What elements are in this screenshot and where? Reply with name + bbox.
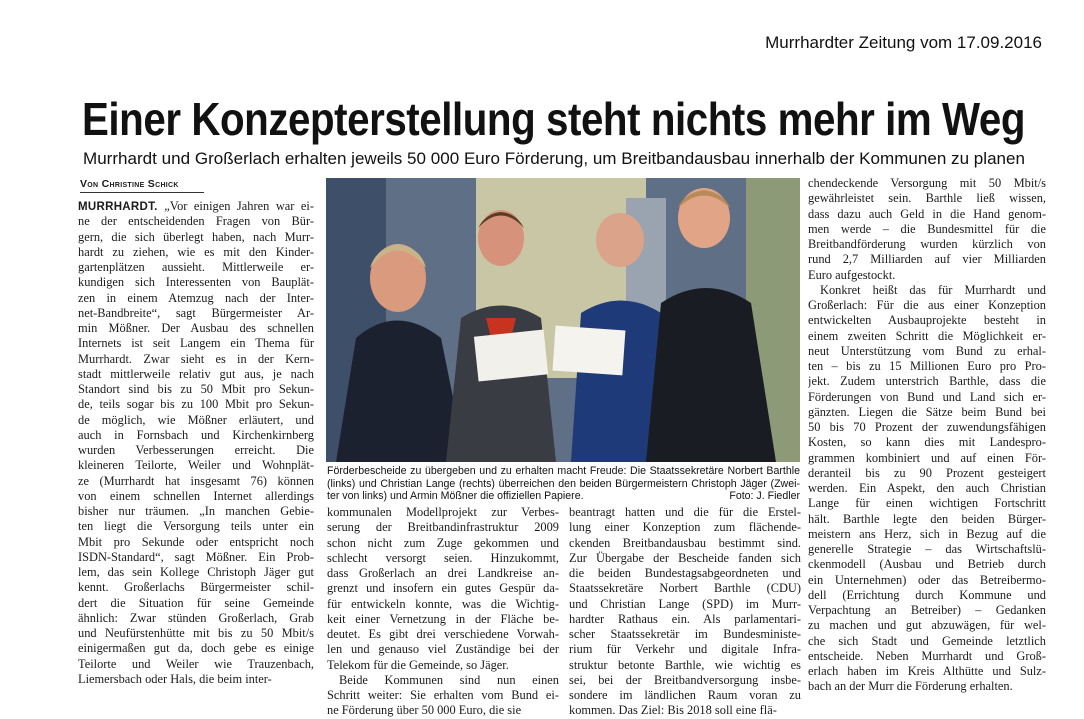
text-line-content: und Neufürstenhütte mit bis zu 50 Mbit/s [78, 626, 314, 640]
text-line-content: scher Staatssekretär im Bundesministe- [569, 627, 801, 641]
text-line-content: ckenmodell (Ausbau und Betrieb durch [808, 557, 1046, 572]
text-line [808, 573, 1046, 588]
text-line [808, 634, 1046, 649]
text-line [327, 673, 559, 688]
text-line-content: bisher nur träumen. „In manchen Gebie- [78, 504, 314, 518]
text-line-content: Beide Kommunen sind nun einen [339, 672, 559, 687]
text-line [808, 237, 1046, 252]
text-line [569, 688, 801, 703]
text-line-content: Euro aufgestockt. [808, 267, 896, 282]
text-line [808, 527, 1046, 542]
text-line-content: lung einer Konzeption zum flächende- [569, 520, 801, 535]
text-line [78, 321, 314, 336]
text-line-content: struktur betonte Barthle, wie wichtig es [569, 657, 801, 672]
text-line [569, 566, 801, 581]
text-line-content: kleineren Teilorte, Weiler und Wohnplät- [78, 458, 314, 473]
newspaper-source-date: Murrhardter Zeitung vom 17.09.2016 [765, 33, 1042, 52]
text-line-content: lem, das sein Kollege Christoph Jäger gut [78, 565, 314, 579]
text-line [78, 535, 314, 550]
text-line [78, 245, 314, 260]
text-line-content: schlecht versorgt seien. Hinzukommt, [327, 550, 559, 565]
text-line [808, 176, 1046, 191]
text-line-content: meistern ans Herz, sich in Bezug auf die [808, 526, 1046, 541]
text-line [808, 618, 1046, 633]
text-line-content: Großerlach: Für die aus einer Konzeption [808, 298, 1046, 312]
text-line [78, 230, 314, 245]
text-line-content: gartenplätzen aussieht. Mittlerweile er- [78, 260, 314, 274]
text-line [78, 641, 314, 656]
text-line [808, 603, 1046, 618]
text-line-content: von einem schnellen Internet allerdings [78, 488, 314, 503]
text-line [78, 672, 314, 687]
text-line-content: dert die Situation für seine Gemeinde [78, 595, 314, 610]
text-line [78, 565, 314, 580]
text-line [78, 580, 314, 595]
text-line-content: „Vor einigen Jahren war ei- [157, 199, 314, 213]
text-line-content: Mbit pro Sekunde oder entspricht noch [78, 534, 314, 549]
text-line [78, 336, 314, 351]
text-line-content: chendeckende Versorgung mit 50 Mbit/s [808, 176, 1046, 190]
text-line-content: ckenden Breitbandausbau bestimmt sind. [569, 535, 801, 550]
text-line [327, 703, 559, 718]
text-line [327, 597, 559, 612]
text-line-content: Verpachtung an Betreiber) – Gedanken [808, 603, 1046, 617]
text-line [808, 679, 1046, 694]
text-line-content: Förderungen von Bund und Land sich er- [808, 389, 1046, 404]
text-line [808, 420, 1046, 435]
text-line [569, 673, 801, 688]
text-line [808, 466, 1046, 481]
text-line-content: Liemersbach oder Hals, die beim inter- [78, 671, 272, 686]
text-line-content: Breitbandförderung wurden kürzlich von [808, 237, 1046, 251]
text-line-content: generelle Strategie – das Wirtschaftslü- [808, 542, 1046, 556]
text-line [78, 397, 314, 412]
text-line-content: Schritt weiter: Sie erhalten vom Bund ei- [327, 688, 559, 702]
text-line [327, 566, 559, 581]
text-line [808, 390, 1046, 405]
text-line [78, 657, 314, 672]
text-line-content: kommunalen Modellprojekt zur Verbes- [327, 505, 559, 519]
text-line-content: jekt. Zudem unterstrich Barthle, dass die [808, 374, 1046, 389]
text-line-content: zen in einem Atemzug nach der Inter- [78, 290, 314, 305]
text-line [78, 306, 314, 321]
text-line [569, 536, 801, 551]
text-line [327, 688, 559, 703]
text-line-content: kommen. Das Ziel: Bis 2018 soll eine flä- [569, 703, 777, 718]
text-line [808, 557, 1046, 572]
text-line-content: Lange für einen wichtigen Fortschritt [808, 496, 1046, 511]
text-line [808, 512, 1046, 527]
text-line-content: serung der Breitbandinfrastruktur 2009 [327, 520, 559, 535]
text-line [327, 658, 559, 673]
text-line [569, 551, 801, 566]
caption-line: Förderbescheide zu übergeben und zu erhalten macht Freude: Die Staatssekretäre Norbert Barthle [327, 465, 800, 477]
text-line-content: keit einer Vernetzung in der Fläche be- [327, 611, 559, 626]
text-line-content: len und genauso viel Zuständige bei der [327, 642, 559, 657]
text-line [78, 199, 314, 214]
text-line-content: hardt zu ziehen, wie es mit den Kinder- [78, 244, 314, 259]
text-line [808, 435, 1046, 450]
text-line-content: werden. Ein Aspekt, den auch Christian [808, 481, 1046, 495]
text-line-content: net-Bandbreite“, sagt Bürgermeister Ar- [78, 305, 314, 320]
text-line-content: einigermaßen gut da, doch gebe es einige [78, 641, 314, 656]
text-line [78, 428, 314, 443]
text-line [569, 581, 801, 596]
text-line [327, 551, 559, 566]
text-line [808, 252, 1046, 267]
text-line-content: ten – bis zu 15 Millionen Euro pro Pro- [808, 359, 1046, 373]
caption-line: ter von links) und Armin Mößner die offiziellen Papiere. [327, 490, 584, 503]
text-line-content: Zur Übergabe der Bescheide fanden sich [569, 550, 801, 565]
text-line-content: che sich Stadt und Gemeinde letztlich [808, 633, 1046, 648]
article-column-2 [327, 505, 559, 719]
text-line-content: Konkret heißt das für Murrhardt und [820, 282, 1046, 297]
text-line-content: grammen kombiniert und auf einen För- [808, 450, 1046, 465]
text-line [78, 550, 314, 565]
text-line-content: min Mößner. Der Ausbau des schnellen [78, 321, 314, 335]
text-line [78, 352, 314, 367]
text-line-content: kundigen sich Interessenten von Bauplät- [78, 275, 314, 290]
text-line-content: Teilorte und Weiler wie Trauzenbach, [78, 656, 314, 671]
text-line [808, 649, 1046, 664]
text-line-content: deutet. Es gibt drei verschiedene Vorwah- [327, 627, 559, 641]
text-line [78, 458, 314, 473]
text-line-content: und Christian Lange (SPD) im Murr- [569, 596, 801, 611]
text-line [808, 542, 1046, 557]
text-line-content: Kosten, so kann dies mit Landespro- [808, 435, 1046, 450]
text-line-content: Internets ist seit Langem ein Thema für [78, 336, 314, 351]
text-line [327, 505, 559, 520]
text-line [78, 611, 314, 626]
text-line [327, 536, 559, 551]
text-line-content: sondere im ländlichen Raum voran zu [569, 688, 801, 702]
text-line-content: dell (Errichtung durch Kommune und [808, 587, 1046, 602]
photo-four-men-with-documents [326, 178, 800, 462]
text-line-content: 50 bis 70 Prozent der zuwendungsfähigen [808, 420, 1046, 434]
text-line [569, 597, 801, 612]
text-line-content: deranteil bis zu 90 Prozent gesteigert [808, 465, 1046, 480]
text-line [808, 207, 1046, 222]
text-line-content: ähnlich: Zwar stünden Großerlach, Grab [78, 610, 314, 625]
text-line-content: schon nicht zum Zuge gekommen und [327, 535, 559, 550]
dateline: MURRHARDT. [78, 201, 158, 213]
text-line [78, 382, 314, 397]
text-line-content: ten liegt die Versorgung teils unter ein [78, 519, 314, 534]
text-line [569, 703, 801, 718]
text-line [808, 496, 1046, 511]
text-line-content: Murrhardt. Zwar sieht es in der Kern- [78, 351, 314, 366]
text-line [78, 489, 314, 504]
text-line [327, 520, 559, 535]
text-line [327, 627, 559, 642]
text-line-content: Staatssekretäre Norbert Barthle (CDU) [569, 581, 801, 596]
text-line-content: men werde – die Bundesmittel für die [808, 221, 1046, 236]
photo-credit: Foto: J. Fiedler [729, 490, 800, 503]
text-line [327, 612, 559, 627]
text-line [808, 329, 1046, 344]
text-line [808, 405, 1046, 420]
text-line-content: entscheide. Neben Murrhardt und Groß- [808, 648, 1046, 663]
text-line [569, 627, 801, 642]
text-line-content: dass dazu auch Geld in die Hand genom- [808, 206, 1046, 221]
text-line [78, 596, 314, 611]
text-line [78, 275, 314, 290]
text-line-content: rund 2,7 Milliarden auf vier Milliarden [808, 252, 1046, 267]
text-line [808, 298, 1046, 313]
article-column-3 [569, 505, 801, 719]
text-line-content: bach an der Murr die Förderung erhalten. [808, 679, 1013, 694]
text-line [808, 588, 1046, 603]
text-line-content: erlach haben im Kreis Althütte und Sulz- [808, 664, 1046, 678]
text-line-content: ein Unternehmen) oder das Betreibermo- [808, 572, 1046, 587]
text-line-content: ne der entscheidenden Fragen von Bür- [78, 214, 314, 229]
text-line [808, 222, 1046, 237]
article-photo [326, 178, 800, 462]
headline: Einer Konzepterstellung steht nichts mehr im Weg [82, 93, 1025, 145]
text-line [569, 658, 801, 673]
text-line-content: de möglich, wie Mößner erläutert, und [78, 412, 314, 427]
text-line-content: die beiden Bundestagsabgeordneten und [569, 566, 801, 580]
subheadline: Murrhardt und Großerlach erhalten jeweils 50 000 Euro Förderung, um Breitbandausbau innerhalb der Kommunen zu planen [83, 149, 1025, 168]
text-line [327, 581, 559, 596]
text-line-content: gänzten. Liegen die Sätze beim Bund bei [808, 404, 1046, 419]
text-line [569, 520, 801, 535]
text-line [78, 260, 314, 275]
text-line-content: dass Großerlach an drei Landkreise an- [327, 566, 559, 580]
article-column-4 [808, 176, 1046, 695]
text-line-content: gern, die sich überlegt haben, nach Murr- [78, 229, 314, 244]
text-line-content: entwickelten Ausbauprojekte besteht in [808, 313, 1046, 328]
text-line-content: Telekom für die Gemeinde, so Jäger. [327, 657, 509, 672]
text-line-content: neut Unterstützung vom Bund zu erhal- [808, 343, 1046, 358]
text-line-content: auch in Fornsbach und Kirchenkirnberg [78, 427, 314, 442]
text-line [78, 291, 314, 306]
text-line [808, 481, 1046, 496]
article-column-1 [78, 199, 314, 687]
text-line [808, 359, 1046, 374]
text-line [78, 504, 314, 519]
text-line-content: hardter Rathaus ein. Als parlamentari- [569, 611, 801, 626]
text-line-content: ne Förderung über 50 000 Euro, die sie [327, 703, 522, 718]
text-line [78, 626, 314, 641]
text-line [808, 283, 1046, 298]
text-line [78, 214, 314, 229]
text-line [808, 268, 1046, 283]
text-line-content: hält. Barthle legte den beiden Bürger- [808, 511, 1046, 526]
text-line-content: einem zweiten Schritt die Möglichkeit er- [808, 328, 1046, 343]
text-line-content: rium für Verkehr und digitale Infra- [569, 642, 801, 657]
text-line [808, 451, 1046, 466]
text-line-content: sei, bei der Breitbandversorgung insbe- [569, 672, 801, 687]
caption-line: (links) und Christian Lange (rechts) überreichen den beiden Bürgermeistern Christoph Jäger (Zwei- [327, 477, 800, 490]
text-line-content: beantragt hatten und die für die Erstel- [569, 505, 801, 519]
text-line [78, 474, 314, 489]
text-line-content: Standort sind bis zu 50 Mbit pro Sekun- [78, 382, 314, 396]
text-line [808, 374, 1046, 389]
text-line-content: zu machen und gut abzuwägen, für wel- [808, 618, 1046, 633]
text-line [808, 664, 1046, 679]
text-line-content: gewährleistet sein. Barthle ließ wissen, [808, 191, 1046, 206]
text-line [808, 313, 1046, 328]
text-line-content: de, teils sogar bis zu 100 Mbit pro Sekun- [78, 397, 314, 412]
text-line [569, 505, 801, 520]
text-line [808, 344, 1046, 359]
text-line-content: ISDN-Standard“, sagt Mößner. Ein Prob- [78, 549, 314, 564]
text-line-content: kennt. Großerlachs Bürgermeister schil- [78, 580, 314, 595]
text-line [78, 443, 314, 458]
text-line-content: stadt mittlerweile relativ gut aus, je nach [78, 366, 314, 381]
text-line [327, 642, 559, 657]
text-line [569, 642, 801, 657]
text-line-content: wurden Verbesserungen erreicht. Die [78, 443, 314, 457]
byline: Von Christine Schick [80, 178, 204, 193]
text-line [808, 191, 1046, 206]
text-line-content: grenzt und insofern ein gutes Gespür da- [327, 581, 559, 596]
text-line-content: ze (Murrhardt hat insgesamt 76) können [78, 473, 314, 488]
text-line [78, 519, 314, 534]
text-line [78, 413, 314, 428]
text-line [569, 612, 801, 627]
text-line-content: für entwickeln konnte, was die Wichtig- [327, 596, 559, 611]
text-line [78, 367, 314, 382]
photo-caption [327, 465, 800, 503]
